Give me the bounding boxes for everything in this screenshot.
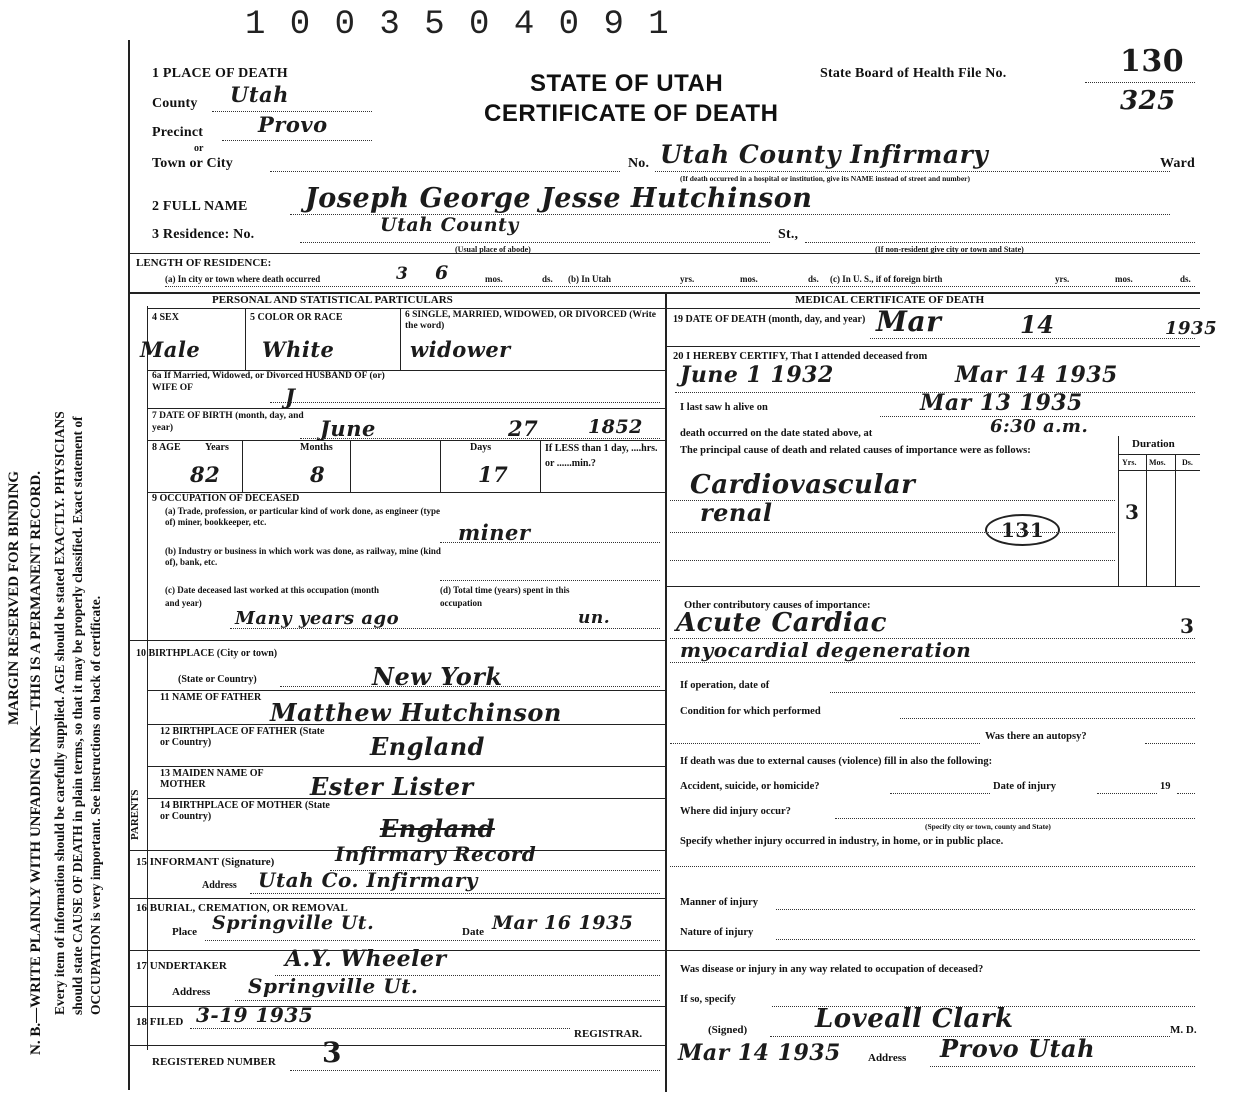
medical-heading: MEDICAL CERTIFICATE OF DEATH [795, 294, 985, 306]
physician-signature: Loveall Clark [815, 1004, 1014, 1034]
principal-cause-label: The principal cause of death and related causes of importance were as follows: [680, 445, 1031, 456]
color-value: White [262, 337, 335, 362]
condition-label: Condition for which performed [680, 706, 821, 717]
other-cause-2: myocardial degeneration [680, 638, 972, 662]
autopsy-label: Was there an autopsy? [985, 731, 1087, 742]
physician-address-label: Address [868, 1052, 907, 1064]
signed-label: (Signed) [708, 1024, 748, 1036]
form-left-border [128, 40, 130, 1090]
filed-label: 18 FILED [136, 1016, 184, 1028]
length-us-label: (c) In U. S., if of foreign birth [830, 274, 943, 284]
precinct-label: Precinct [152, 125, 204, 140]
margin-binding: MARGIN RESERVED FOR BINDING [6, 470, 22, 725]
father-label: 11 NAME OF FATHER [160, 692, 262, 703]
precinct-value: Provo [258, 112, 328, 137]
death-time-value: 6:30 a.m. [990, 416, 1089, 437]
length-utah-yrs: yrs. [680, 274, 695, 284]
residence-value: Utah County [380, 214, 519, 236]
dob-year: 1852 [588, 416, 643, 438]
occupation-heading: 9 OCCUPATION OF DECEASED [152, 493, 300, 504]
age-days-value: 17 [478, 462, 509, 487]
physician-address-value: Provo Utah [940, 1034, 1096, 1063]
registered-number-value: 3 [322, 1036, 342, 1069]
personal-heading: PERSONAL AND STATISTICAL PARTICULARS [212, 294, 453, 306]
accident-label: Accident, suicide, or homicide? [680, 781, 820, 792]
length-years-value: 3 [396, 264, 409, 284]
age-days-label: Days [470, 442, 492, 453]
md-label: M. D. [1170, 1024, 1197, 1036]
length-mos-label: mos. [485, 274, 503, 284]
occupation-d-value: un. [578, 608, 611, 628]
last-saw-value: Mar 13 1935 [920, 390, 1083, 416]
certify-label: 20 I HEREBY CERTIFY, That I attended deceased from [673, 351, 928, 362]
undertaker-value: A.Y. Wheeler [285, 946, 447, 972]
age-months-label: Months [300, 442, 333, 453]
other-causes-label: Other contributory causes of importance: [684, 600, 871, 611]
board-file-number: 130 [1120, 44, 1185, 79]
cause-duration: 3 [1125, 500, 1140, 524]
occupation-a-label: (a) Trade, profession, or particular kind of work done, as engineer (type of) miner, bookkeeper, etc. [165, 506, 441, 527]
length-utah-label: (b) In Utah [568, 274, 612, 284]
color-label: 5 COLOR OR RACE [250, 312, 343, 323]
occupation-d-label: (d) Total time (years) spent in this occupation [440, 585, 570, 608]
mother-birthplace-label: 14 BIRTHPLACE OF MOTHER (State or Country) [160, 800, 330, 822]
age-label: 8 AGE [152, 442, 181, 453]
street-label: St., [778, 227, 799, 242]
marital-label: 6 SINGLE, MARRIED, WIDOWED, OR DIVORCED (Write the word) [405, 310, 656, 331]
attended-to-value: Mar 14 1935 [955, 362, 1118, 388]
residence-label: 3 Residence: No. [152, 227, 255, 242]
margin-instructions-2: should state CAUSE OF DEATH in plain terms, so that it may be properly classified. Exact statement of [70, 416, 85, 1015]
informant-address-value: Utah Co. Infirmary [258, 868, 478, 892]
undertaker-address-label: Address [172, 986, 211, 998]
external-causes-label: If death was due to external causes (violence) fill in also the following: [680, 756, 993, 767]
attended-from-value: June 1 1932 [680, 362, 834, 388]
occupation-c-value: Many years ago [235, 608, 400, 629]
length-utah-ds: ds. [808, 274, 819, 284]
undertaker-label: 17 UNDERTAKER [136, 960, 227, 972]
no-label: No. [628, 156, 650, 171]
duration-mos-label: Mos. [1149, 458, 1166, 467]
burial-label: 16 BURIAL, CREMATION, OR REMOVAL [136, 902, 348, 914]
occupation-c-label: (c) Date deceased last worked at this occupation (month and year) [165, 585, 379, 608]
length-ds-label: ds. [542, 274, 553, 284]
marital-value: widower [410, 337, 511, 362]
occupation-b-label: (b) Industry or business in which work was done, as railway, mine (kind of), bank, etc. [165, 546, 441, 567]
margin-instructions-1: Every item of information should be carefully supplied. AGE should be stated EXACTLY. PHYSICIANS [52, 411, 67, 1015]
residence-divider [130, 253, 1200, 254]
length-heading: LENGTH OF RESIDENCE: [136, 257, 272, 269]
spouse-value: J [285, 384, 296, 409]
length-city-label: (a) In city or town where death occurred [165, 274, 321, 284]
board-file-label: State Board of Health File No. [820, 66, 1007, 81]
full-name-label: 2 FULL NAME [152, 199, 248, 214]
sex-value: Male [140, 337, 201, 362]
date-of-death-year: 1935 [1165, 318, 1218, 339]
date-of-death-month: Mar [876, 305, 942, 338]
where-injury-note: (Specify city or town, county and State) [925, 822, 1051, 831]
ward-label: Ward [1160, 156, 1196, 171]
length-utah-mos: mos. [740, 274, 758, 284]
institution-note: (If death occurred in a hospital or institution, give its NAME instead of street and number) [680, 174, 971, 183]
sex-label: 4 SEX [152, 312, 179, 323]
margin-warning: N. B.—WRITE PLAINLY WITH UNFADING INK—THIS IS A PERMANENT RECORD. [28, 471, 44, 1055]
dob-day: 27 [508, 416, 539, 441]
injury-year-label: 19 [1160, 781, 1171, 792]
occupation-value: miner [458, 520, 531, 545]
cause-code: 131 [985, 514, 1060, 546]
occupation-related-label: Was disease or injury in any way related to occupation of deceased? [680, 964, 984, 975]
less-than-label: If LESS than 1 day, ....hrs. or ......min.? [545, 443, 658, 469]
death-time-label: death occurred on the date stated above, at [680, 428, 873, 439]
last-saw-label: I last saw h alive on [680, 402, 768, 413]
file-number-stamp: 1 0 0 3 5 0 4 0 9 1 [245, 6, 671, 44]
institution-value: Utah County Infirmary [660, 140, 989, 169]
registered-number-label: REGISTERED NUMBER [152, 1056, 276, 1068]
state-title: STATE OF UTAH [530, 70, 724, 97]
duration-label: Duration [1132, 438, 1175, 450]
date-of-death-day: 14 [1020, 310, 1055, 339]
dob-month: June [320, 416, 376, 441]
father-value: Matthew Hutchinson [270, 698, 562, 727]
county-value: Utah [230, 82, 289, 107]
spouse-label: 6a If Married, Widowed, or Divorced HUSBAND OF (or) WIFE OF [152, 371, 385, 393]
center-divider [665, 292, 667, 1092]
informant-address-label: Address [202, 880, 237, 891]
date-of-injury-label: Date of injury [993, 781, 1056, 792]
informant-value: Infirmary Record [335, 842, 537, 866]
certificate-title: CERTIFICATE OF DEATH [484, 100, 779, 127]
date-of-death-label: 19 DATE OF DEATH (month, day, and year) [673, 314, 866, 325]
injury-place-label: Specify whether injury occurred in industry, in home, or in public place. [680, 836, 1004, 847]
other-cause-1: Acute Cardiac [676, 608, 887, 638]
place-heading: 1 PLACE OF DEATH [152, 66, 288, 81]
or-label: or [194, 143, 204, 154]
burial-date-value: Mar 16 1935 [492, 912, 634, 934]
residence-usual-note: (Usual place of abode) [455, 245, 531, 254]
cause-primary: Cardiovascular [690, 470, 916, 500]
registrar-label: REGISTRAR. [574, 1028, 643, 1040]
full-name-value: Joseph George Jesse Hutchinson [305, 183, 813, 214]
length-months-value: 6 [435, 262, 449, 284]
nature-label: Nature of injury [680, 927, 754, 938]
age-years-label: Years [205, 442, 229, 453]
birthplace-label: 10 BIRTHPLACE (City or town) [136, 648, 278, 659]
burial-place-value: Springville Ut. [212, 912, 375, 934]
burial-date-label: Date [462, 926, 484, 938]
birthplace-value: New York [372, 662, 503, 691]
age-months-value: 8 [310, 462, 326, 487]
parents-label: PARENTS [129, 789, 141, 840]
father-birthplace-value: England [370, 732, 485, 761]
length-us-mos: mos. [1115, 274, 1133, 284]
dob-label: 7 DATE OF BIRTH (month, day, and year) [152, 411, 304, 433]
filed-value: 3-19 1935 [196, 1003, 314, 1027]
county-label: County [152, 96, 198, 111]
birthplace-state-label: (State or Country) [178, 674, 257, 685]
age-years-value: 82 [190, 462, 221, 487]
mother-birthplace-value: England [380, 814, 495, 843]
mother-label: 13 MAIDEN NAME OF MOTHER [160, 768, 264, 790]
if-so-label: If so, specify [680, 994, 736, 1005]
where-injury-label: Where did injury occur? [680, 806, 791, 817]
left-inner-border [147, 306, 148, 1050]
duration-yrs-label: Yrs. [1122, 458, 1137, 467]
mother-value: Ester Lister [310, 772, 474, 801]
other-cause-duration: 3 [1180, 614, 1195, 638]
town-label: Town or City [152, 156, 233, 171]
nonresident-note: (If non-resident give city or town and State) [875, 245, 1024, 254]
signature-date: Mar 14 1935 [678, 1040, 841, 1066]
informant-label: 15 INFORMANT (Signature) [136, 856, 275, 868]
board-file-number-2: 325 [1120, 86, 1176, 116]
cause-secondary: renal [700, 498, 773, 527]
length-us-ds: ds. [1180, 274, 1191, 284]
father-birthplace-label: 12 BIRTHPLACE OF FATHER (State or Country) [160, 726, 325, 748]
operation-label: If operation, date of [680, 680, 770, 691]
burial-place-label: Place [172, 926, 198, 938]
margin-instructions-3: OCCUPATION is very important. See instructions on back of certificate. [88, 595, 103, 1015]
duration-ds-label: Ds. [1182, 458, 1193, 467]
undertaker-address-value: Springville Ut. [248, 974, 419, 998]
length-us-yrs: yrs. [1055, 274, 1070, 284]
manner-label: Manner of injury [680, 897, 758, 908]
